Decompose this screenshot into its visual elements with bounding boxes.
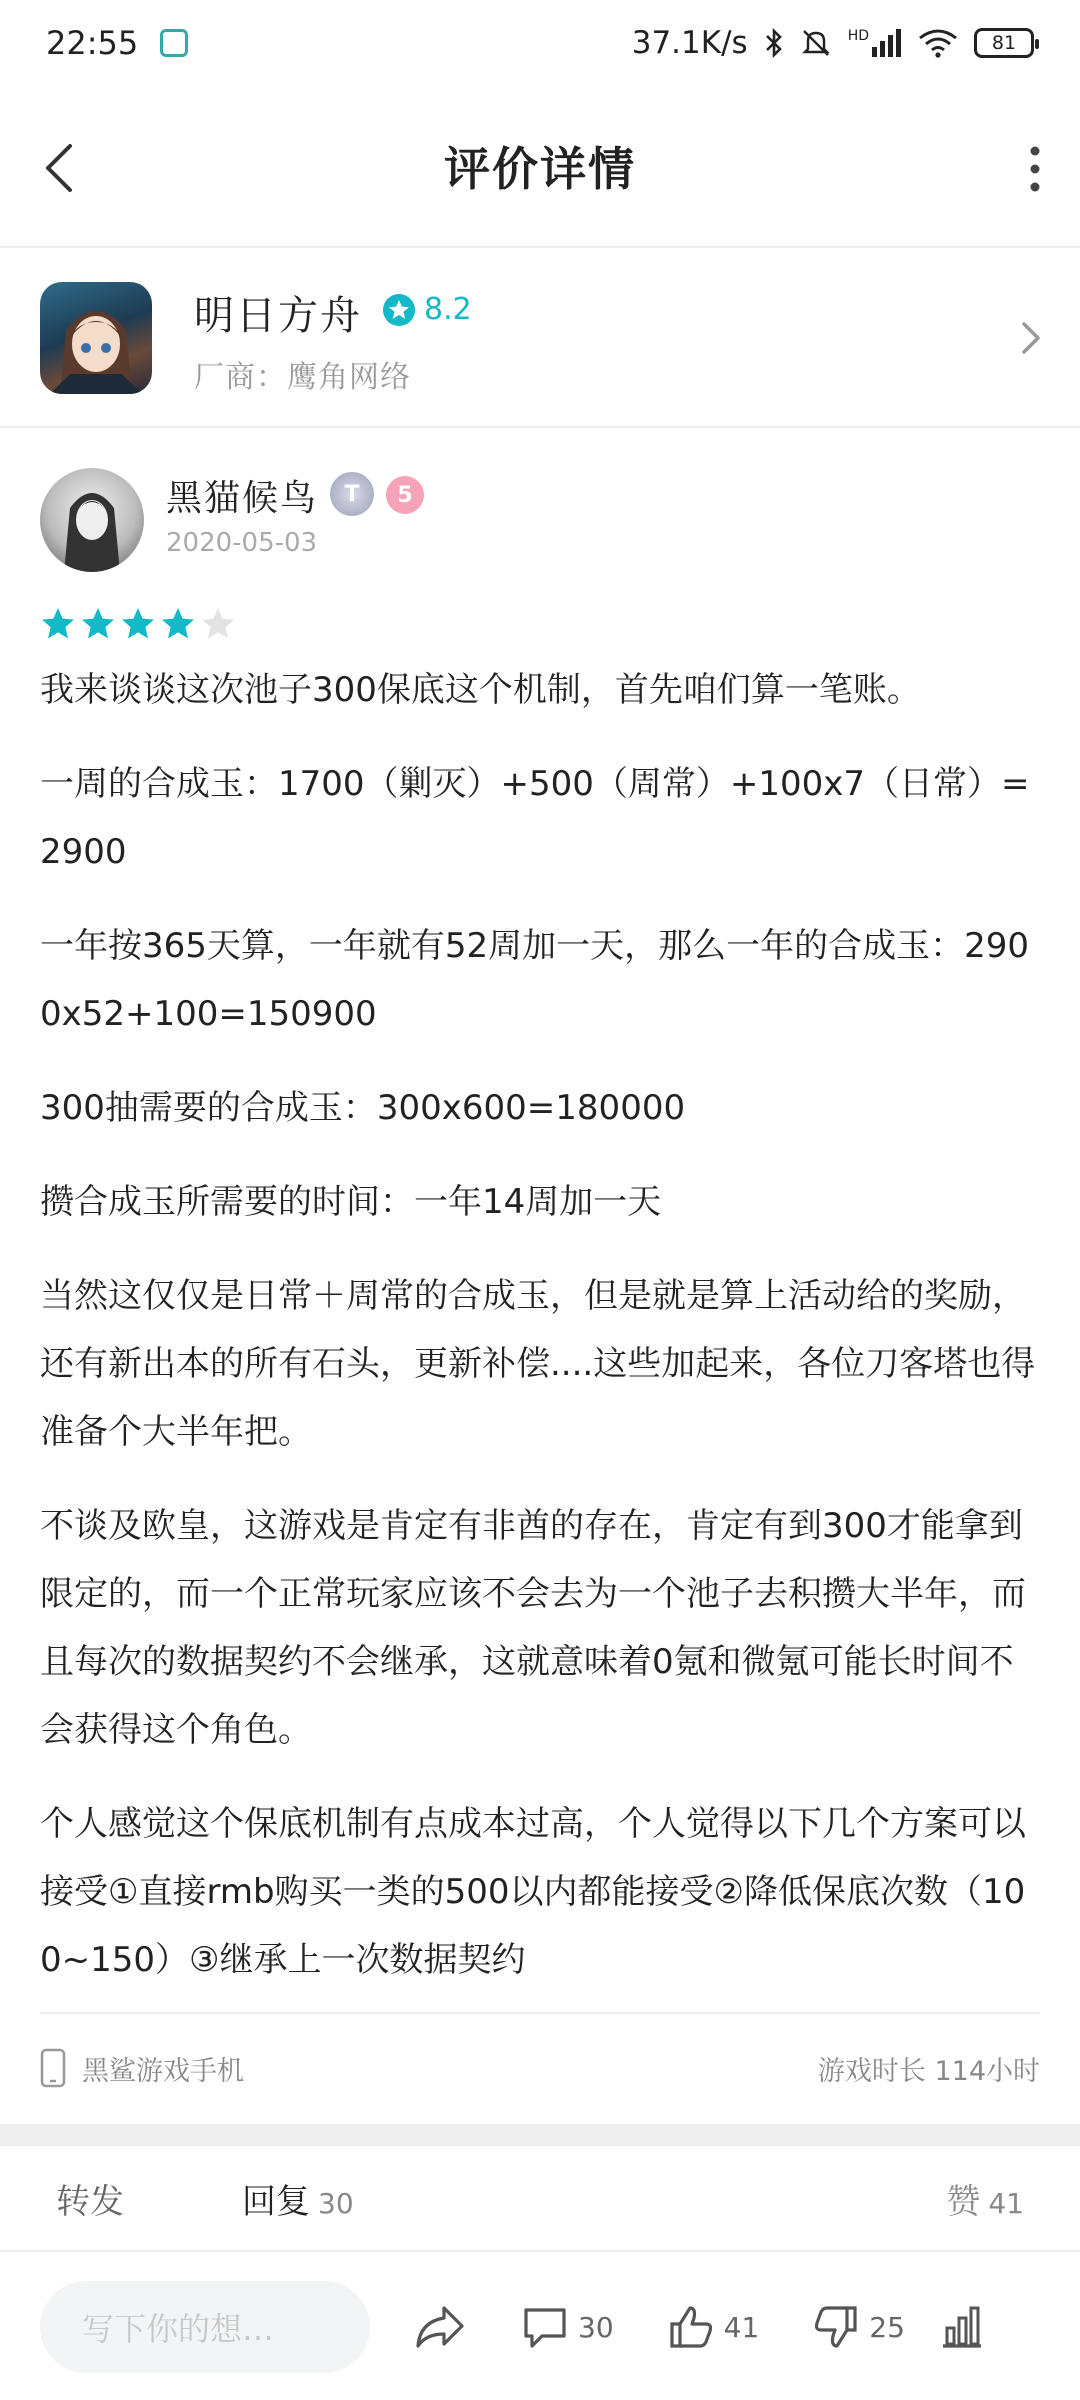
share-icon: [414, 2304, 466, 2350]
game-vendor: 厂商：鹰角网络: [194, 360, 411, 395]
dislike-count: 25: [869, 2310, 905, 2344]
top-app-bar: [0, 86, 1080, 248]
thumbs-up-icon: [668, 2304, 714, 2350]
status-bar: [0, 0, 1080, 86]
tab-like[interactable]: [946, 2174, 1024, 2223]
tab-like-label: 赞: [946, 2181, 981, 2222]
comment-count: 30: [578, 2310, 614, 2344]
comment-icon: [522, 2304, 568, 2350]
bottom-bar: [0, 2254, 1080, 2400]
game-rating-value: 8.2: [424, 292, 472, 327]
review-paragraph: 当然这仅仅是日常＋周常的合成玉，但是就是算上活动给的奖励，还有新出本的所有石头，更新补偿....这些加起来，各位刀客塔也得准备个大半年把。: [40, 1276, 1036, 1452]
star-filled-icon: [40, 606, 76, 642]
review-paragraph: 一年按365天算，一年就有52周加一天，那么一年的合成玉：2900x52+100=150900: [40, 926, 1030, 1034]
phone-icon: [40, 2048, 66, 2088]
star-empty-icon: [200, 606, 236, 642]
network-type: HD: [847, 28, 869, 44]
game-rating: [382, 292, 472, 327]
status-time: 22:55: [46, 24, 139, 62]
device-name: 黑鲨游戏手机: [82, 2055, 244, 2087]
playtime: 游戏时长 114小时: [817, 2055, 1040, 2087]
user-name[interactable]: 黑猫候鸟: [166, 478, 319, 519]
review-paragraph: 一周的合成玉：1700（剿灭）+500（周常）+100x7（日常）=2900: [40, 764, 1030, 872]
bluetooth-icon: [764, 27, 784, 59]
rating-star-badge-icon: [382, 293, 416, 327]
page-title: 评价详情: [444, 142, 636, 196]
comment-button[interactable]: [522, 2304, 614, 2350]
interaction-tabs: [0, 2146, 1080, 2252]
wifi-icon: [918, 28, 958, 58]
review-paragraph: 我来谈谈这次池子300保底这个机制，首先咱们算一笔账。: [40, 670, 921, 710]
comment-input[interactable]: 写下你的想…: [40, 2281, 370, 2373]
mute-bell-icon: [800, 27, 832, 59]
review-paragraph: 个人感觉这个保底机制有点成本过高，个人觉得以下几个方案可以接受①直接rmb购买一类的500以内都能接受②降低保底次数（100~150）③继承上一次数据契约: [40, 1804, 1026, 1980]
like-button[interactable]: [668, 2304, 760, 2350]
notification-app-icon: [160, 29, 188, 57]
dislike-button[interactable]: [813, 2304, 905, 2350]
like-count: 41: [723, 2310, 760, 2344]
game-info-card[interactable]: [0, 248, 1080, 428]
review-meta: [40, 2012, 1040, 2122]
tab-reply-label: 回复: [242, 2181, 310, 2222]
status-right: [632, 25, 1034, 61]
user-avatar[interactable]: [40, 468, 144, 572]
game-icon: [40, 282, 152, 394]
user-extra-badge-icon: 5: [386, 476, 424, 514]
bar-chart-icon: [939, 2304, 985, 2350]
chevron-right-icon: [1020, 320, 1042, 356]
star-filled-icon: [120, 606, 156, 642]
network-speed: 37.1K/s: [631, 25, 748, 61]
stats-button[interactable]: [939, 2304, 985, 2350]
tab-like-count: 41: [988, 2186, 1024, 2220]
battery-level: 81: [991, 32, 1017, 54]
signal-icon: [848, 29, 902, 57]
review-paragraph: 300抽需要的合成玉：300x600=180000: [40, 1088, 686, 1128]
section-divider: [0, 2124, 1080, 2146]
tab-reply[interactable]: [242, 2174, 354, 2223]
user-level-badge-icon: T: [330, 472, 374, 516]
tab-forward[interactable]: 转发: [56, 2181, 124, 2222]
star-filled-icon: [80, 606, 116, 642]
more-options-icon[interactable]: [1028, 144, 1042, 194]
review-date: 2020-05-03: [166, 528, 318, 558]
share-button[interactable]: [414, 2304, 466, 2350]
back-arrow-icon[interactable]: [40, 140, 80, 196]
review-body: [40, 656, 1040, 2020]
battery-icon: [974, 28, 1034, 58]
thumbs-down-icon: [813, 2304, 859, 2350]
star-filled-icon: [160, 606, 196, 642]
review-paragraph: 不谈及欧皇，这游戏是肯定有非酋的存在，肯定有到300才能拿到限定的，而一个正常玩家应该不会去为一个池子去积攒大半年，而且每次的数据契约不会继承，这就意味着0氪和微氪可能长时间不会获得这个角色。: [40, 1506, 1026, 1750]
tab-reply-count: 30: [318, 2186, 354, 2220]
review-paragraph: 攒合成玉所需要的时间：一年14周加一天: [40, 1182, 662, 1222]
review-stars: [40, 606, 236, 642]
game-name: 明日方舟: [194, 293, 362, 339]
